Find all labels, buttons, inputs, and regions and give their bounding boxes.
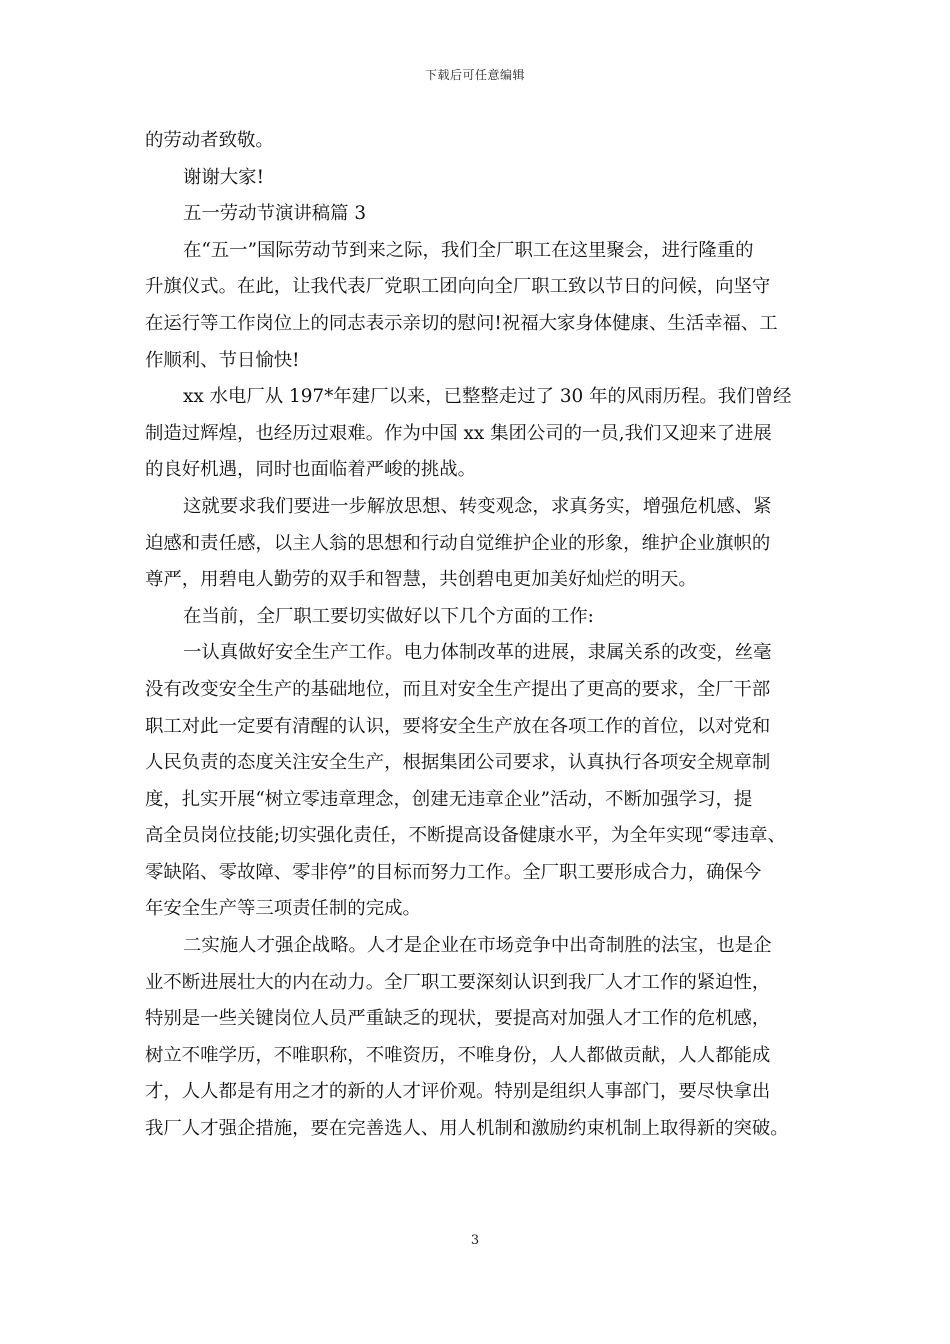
document-body	[145, 123, 823, 1148]
text-line: 零缺陷、零故障、零非停”的目标而努力工作。全厂职工要形成合力，确保今	[145, 861, 762, 883]
text-line: 迫感和责任感，以主人翁的思想和行动自觉维护企业的形象，维护企业旗帜的	[145, 532, 771, 554]
text-line: 谢谢大家!	[183, 166, 264, 188]
text-line: 作顺利、节日愉快!	[145, 349, 300, 371]
page-header: 下载后可任意编辑	[424, 68, 525, 82]
text-line: 升旗仪式。在此，让我代表厂党职工团向向全厂职工致以节日的问候，向坚守	[145, 276, 771, 298]
text-line: 的劳动者致敬。	[145, 130, 274, 151]
text-line: 在“五一”国际劳动节到来之际，我们全厂职工在这里聚会，进行隆重的	[183, 239, 754, 261]
text-line: 特别是一些关键岗位人员严重缺乏的现状，要提高对加强人才工作的危机感，	[145, 1008, 771, 1030]
text-line: 人民负责的态度关注安全生产，根据集团公司要求，认真执行各项安全规章制	[145, 752, 771, 774]
text-line: 在当前，全厂职工要切实做好以下几个方面的工作:	[183, 605, 594, 627]
text-line: 尊严，用碧电人勤劳的双手和智慧，共创碧电更加美好灿烂的明天。	[145, 569, 697, 591]
text-line: 一认真做好安全生产工作。电力体制改革的进展，隶属关系的改变，丝毫	[183, 642, 772, 664]
text-line: 高全员岗位技能;切实强化责任，不断提高设备健康水平，为全年实现“零违章、	[145, 825, 786, 847]
text-line: 这就要求我们要进一步解放思想、转变观念，求真务实，增强危机感、紧	[183, 495, 772, 517]
text-line: 树立不唯学历，不唯职称，不唯资历，不唯身份，人人都做贡献，人人都能成	[145, 1044, 771, 1066]
text-line: 才，人人都是有用之才的新的人才评价观。特别是组织人事部门，要尽快拿出	[145, 1081, 771, 1103]
text-line: xx 水电厂从 197*年建厂以来，已整整走过了 30 年的风雨历程。我们曾经	[183, 386, 792, 408]
page-number: 3	[470, 1233, 480, 1248]
text-line: 我厂人才强企措施，要在完善选人、用人机制和激励约束机制上取得新的突破。	[145, 1118, 789, 1140]
text-line: 年安全生产等三项责任制的完成。	[145, 898, 421, 920]
text-line: 制造过辉煌，也经历过艰难。作为中国 xx 集团公司的一员,我们又迎来了进展	[145, 422, 772, 444]
text-line: 二实施人才强企战略。人才是企业在市场竞争中出奇制胜的法宝，也是企	[183, 935, 772, 957]
text-line: 五一劳动节演讲稿篇 3	[183, 203, 367, 225]
text-line: 在运行等工作岗位上的同志表示亲切的慰问!祝福大家身体健康、生活幸福、工	[145, 312, 778, 334]
text-line: 没有改变安全生产的基础地位，而且对安全生产提出了更高的要求，全厂干部	[145, 678, 771, 700]
text-line: 职工对此一定要有清醒的认识，要将安全生产放在各项工作的首位，以对党和	[145, 715, 771, 737]
text-line: 的良好机遇，同时也面临着严峻的挑战。	[145, 459, 477, 481]
text-line: 业不断进展壮大的内在动力。全厂职工要深刻认识到我厂人才工作的紧迫性，	[145, 971, 771, 993]
text-line: 度，扎实开展“树立零违章理念，创建无违章企业”活动，不断加强学习，提	[145, 788, 753, 810]
